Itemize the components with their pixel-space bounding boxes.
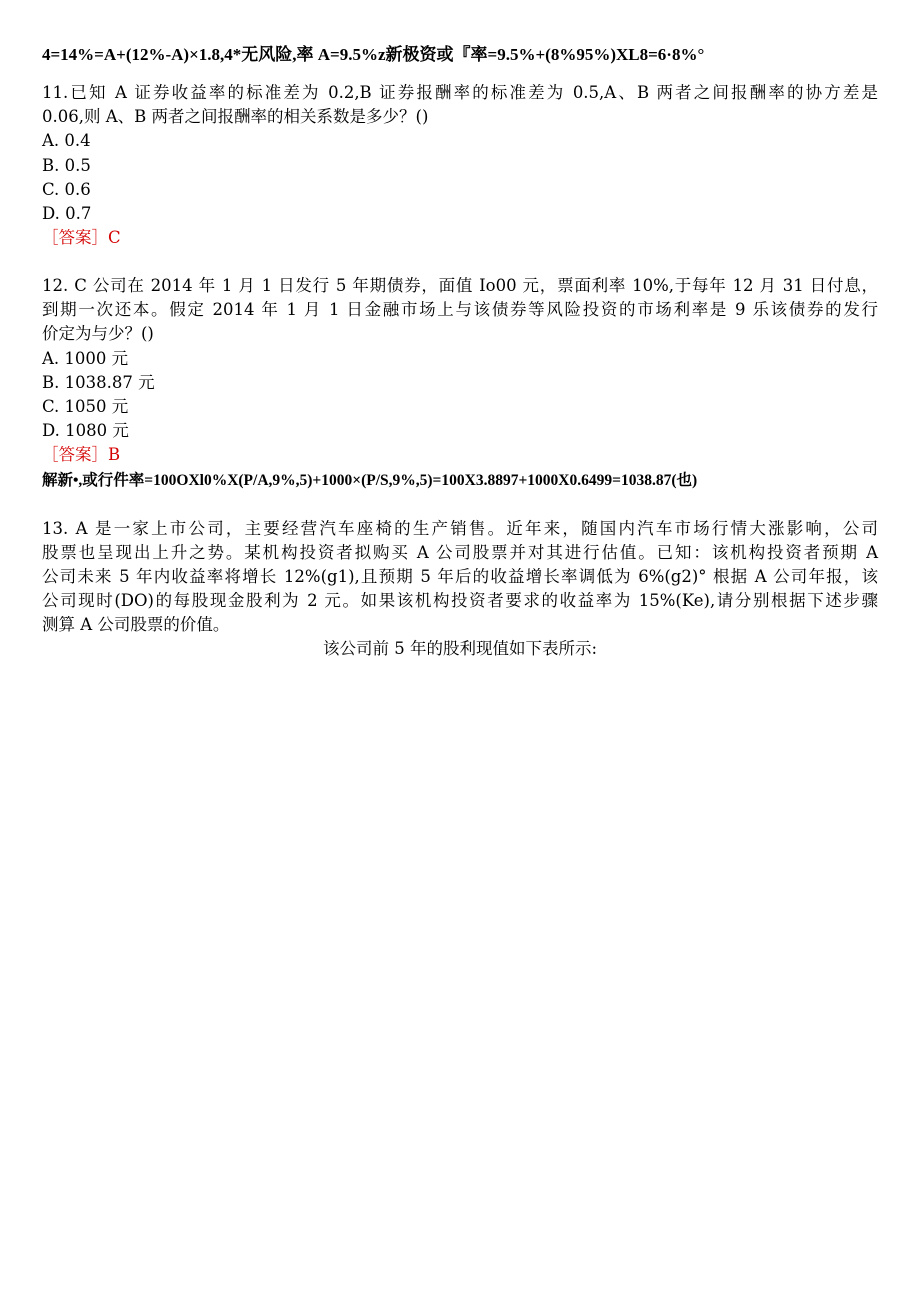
q11-stem-line-1: 11.已知 A 证券收益率的标准差为 0.2,B 证券报酬率的标准差为 0.5,A、B 两者之间报酬率的协方差是: [42, 83, 878, 102]
q12-option-d: D. 1080 元: [42, 421, 129, 440]
q13-stem-line-3: 公司未来 5 年内收益率将增长 12%(g1),且预期 5 年后的收益增长率调低为 6%(g2)° 根据 A 公司年报，该: [42, 567, 878, 586]
q13-stem-line-5: 测算 A 公司股票的价值。: [42, 615, 230, 634]
q11-stem-line-2: 0.06,则 A、B 两者之间报酬率的相关系数是多少？(): [42, 107, 429, 126]
q11-answer: ［答案］C: [42, 228, 121, 247]
q11-option-d: D. 0.7: [42, 204, 92, 223]
q12-option-b: B. 1038.87 元: [42, 373, 155, 392]
q12-option-a: A. 1000 元: [42, 349, 129, 368]
q13-stem-line-2: 股票也呈现出上升之势。某机构投资者拟购买 A 公司股票并对其进行估值。已知：该机构投资者预期 A: [42, 543, 878, 562]
q12-answer: ［答案］B: [42, 445, 121, 464]
q12-stem-line-2: 到期一次还本。假定 2014 年 1 月 1 日金融市场上与该债券等风险投资的市场利率是 9 乐该债券的发行: [42, 300, 878, 319]
q12-option-c: C. 1050 元: [42, 397, 129, 416]
q12-stem-line-3: 价定为与少？(): [42, 324, 154, 343]
q12-analysis: 解新•,或行件率=100OXl0%X(P/A,9%,5)+1000×(P/S,9%,5)=100X3.8897+1000X0.6499=1038.87(也): [42, 472, 698, 489]
q11-option-a: A. 0.4: [42, 131, 91, 150]
formula-required-return: 4=14%=A+(12%-A)×1.8,4*无风险,率 A=9.5%z新极资或『率=9.5%+(8%95%)XL8=6·8%°: [42, 45, 705, 64]
q11-option-c: C. 0.6: [42, 180, 91, 199]
q12-stem-line-1: 12. C 公司在 2014 年 1 月 1 日发行 5 年期债券，面值 Io00 元，票面利率 10%,于每年 12 月 31 日付息，: [42, 276, 878, 295]
q13-stem-line-4: 公司现时(DO)的每股现金股利为 2 元。如果该机构投资者要求的收益率为 15%(Ke),请分别根据下述步骤: [42, 591, 878, 610]
q13-stem-line-1: 13. A 是一家上市公司，主要经营汽车座椅的生产销售。近年来，随国内汽车市场行情大涨影响，公司: [42, 519, 878, 538]
q11-option-b: B. 0.5: [42, 156, 91, 175]
q13-table-intro: 该公司前 5 年的股利现值如下表所示:: [322, 639, 598, 658]
